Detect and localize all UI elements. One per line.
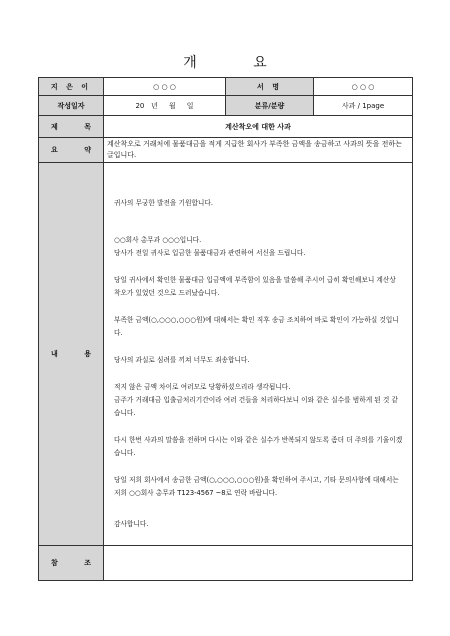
signature-label: 서 명 [226, 78, 314, 96]
date-label: 작성일자 [39, 96, 104, 116]
category-value: 사과 / 1page [314, 96, 413, 116]
paragraph-contact: 당일 저희 회사에서 송금한 금액(○,○○○,○○○원)을 확인하여 주시고, 기타 문의사항에 대해서는 저희 ○○회사 총무과 T123-4567 ~8로 연락 바랍니다. [114, 476, 399, 497]
author-value: ○ ○ ○ [104, 78, 226, 96]
signature-value: ○ ○ ○ [314, 78, 413, 96]
content-label: 내 용 [39, 163, 104, 546]
subject-label: 제 목 [39, 116, 104, 138]
reference-label: 참 조 [39, 546, 104, 581]
summary-label: 요 약 [39, 138, 104, 163]
author-label: 지 은 이 [39, 78, 104, 96]
page-title: 개 요 [183, 55, 293, 71]
paragraph-remittance: 부족한 금액(○,○○○,○○○원)에 대해서는 확인 직후 송금 조치하여 바로 확인이 가능하실 것입니다. [114, 316, 399, 337]
reference-value [104, 546, 413, 581]
paragraph-apology: 당사의 과실로 심려를 끼쳐 너무도 죄송합니다. [114, 356, 250, 364]
paragraph-issue: 당일 귀사에서 확인한 물품대금 입금액에 부족함이 있음을 말씀해 주시어 급히 확인해보니 계산상 착오가 있었던 것으로 드러났습니다. [114, 276, 396, 297]
paragraph-closing: 감사합니다. [114, 520, 149, 528]
summary-form [38, 77, 413, 581]
summary-value: 계산착오로 거래처에 물품대금을 적게 지급한 회사가 부족한 금액을 송금하고 사과의 뜻을 전하는 글입니다. [104, 138, 413, 163]
date-value: 20 년 월 일 [104, 96, 226, 116]
paragraph-intro: ○○회사 총무과 ○○○입니다. 당사가 전일 귀사로 입금한 물품대금과 관련하여 서신을 드립니다. [114, 236, 306, 257]
category-label: 분류/분량 [226, 96, 314, 116]
paragraph-explanation: 적지 않은 금액 차이로 여러모로 당황하셨으리라 생각됩니다. 금주가 거래대금 입출금처리기간이라 여러 건들을 처리하다보니 이와 같은 실수를 범하게 된 것 같습니다. [114, 383, 398, 417]
content-body [104, 163, 413, 546]
paragraph-promise: 다시 한번 사과의 말씀을 전하며 다시는 이와 같은 실수가 반복되지 않도록 좀더 더 주의를 기울이겠습니다. [114, 436, 403, 457]
paragraph-greeting: 귀사의 무궁한 발전을 기원합니다. [114, 199, 213, 207]
subject-value: 계산착오에 대한 사과 [104, 116, 413, 138]
